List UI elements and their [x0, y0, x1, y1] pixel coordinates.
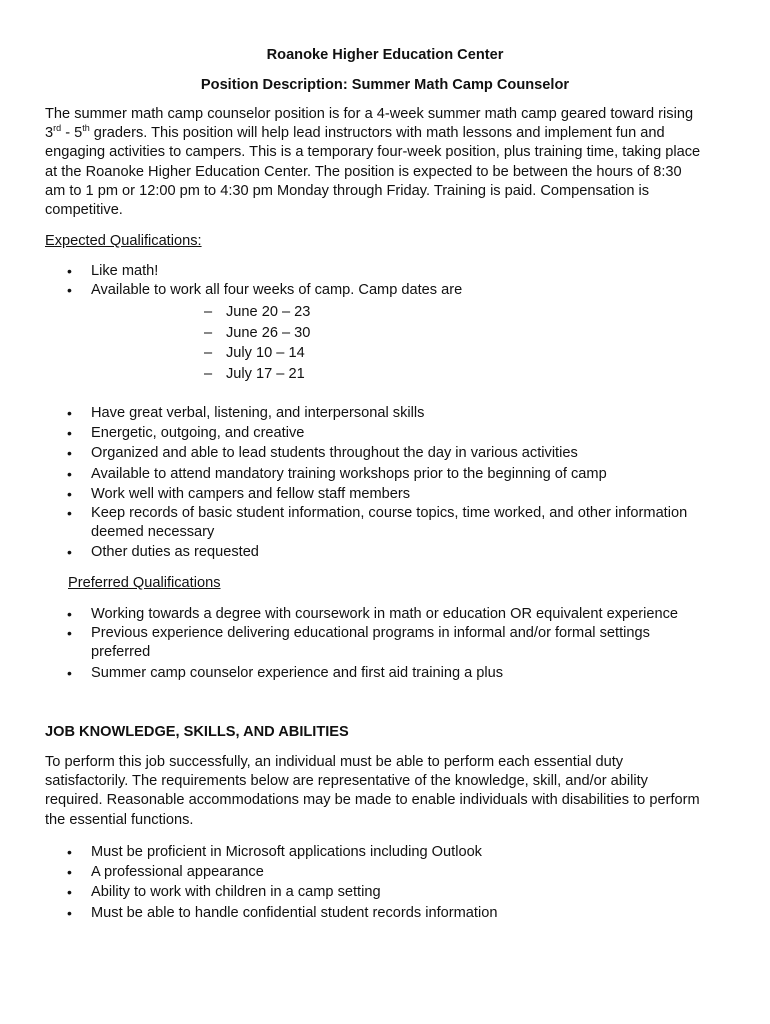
bullet-icon: • [67, 606, 72, 622]
camp-dates-list [0, 302, 310, 384]
list-item-text: Like math! [91, 263, 159, 279]
intro-line: engaging activities to campers. This is a temporary four-week position, plus training time, taking place [45, 144, 701, 161]
list-item-text: Energetic, outgoing, and creative [91, 425, 305, 442]
camp-date-text: June 20 – 23 [226, 304, 311, 320]
list-item [0, 403, 770, 423]
dash-icon: – [204, 365, 213, 382]
bullet-icon: • [67, 544, 72, 561]
bullet-icon: • [67, 405, 72, 421]
list-item [0, 862, 770, 882]
list-item [0, 484, 770, 504]
superscript: rd [53, 123, 62, 134]
bullet-icon: • [67, 904, 72, 921]
org-title: Roanoke Higher Education Center [266, 47, 504, 63]
expected-qualifications-heading: Expected Qualifications: [45, 233, 202, 249]
job-knowledge-list [0, 842, 770, 923]
list-item-text: Ability to work with children in a camp setting [91, 884, 381, 901]
list-item-text: Must be able to handle confidential student records information [91, 904, 498, 921]
camp-date-text: July 17 – 21 [226, 365, 305, 382]
paragraph-line: To perform this job successfully, an individual must be able to perform each essential duty [45, 754, 624, 770]
camp-date-item [0, 343, 310, 364]
camp-date-item [0, 302, 310, 323]
list-item-text: Have great verbal, listening, and interpersonal skills [91, 405, 425, 421]
camp-date-text: June 26 – 30 [226, 324, 311, 341]
list-item-text: Working towards a degree with coursework in math or education OR equivalent experience [91, 606, 679, 622]
list-item [0, 624, 770, 662]
camp-date-item [0, 323, 310, 344]
list-item [0, 281, 770, 300]
dash-icon: – [204, 324, 213, 341]
dash-icon: – [204, 345, 213, 362]
list-item [0, 423, 770, 443]
intro-paragraph [45, 105, 735, 220]
list-item-text: preferred [91, 644, 151, 661]
list-item-text: Available to attend mandatory training workshops prior to the beginning of camp [91, 465, 607, 482]
list-item [0, 443, 770, 463]
intro-line: competitive. [45, 202, 123, 219]
intro-text: graders. This position will help lead instructors with math lessons and implement fun and [89, 125, 665, 142]
bullet-icon: • [67, 664, 72, 681]
list-item-text: Summer camp counselor experience and first aid training a plus [91, 664, 504, 681]
preferred-list [0, 604, 770, 683]
preferred-qualifications-heading: Preferred Qualifications [68, 575, 221, 591]
list-item [0, 882, 770, 902]
expected-list-a [0, 262, 770, 300]
intro-line: am to 1 pm or 12:00 pm to 4:30 pm Monday through Friday. Training is paid. Compensation is [45, 182, 650, 199]
list-item-text: Available to work all four weeks of camp. Camp dates are [91, 282, 463, 299]
list-item-text: Organized and able to lead students throughout the day in various activities [91, 445, 578, 462]
list-item-text: deemed necessary [91, 524, 215, 541]
list-item-text: Previous experience delivering educational programs in informal and/or formal settings [91, 625, 650, 642]
dash-icon: – [204, 304, 213, 320]
superscript: th [82, 123, 90, 134]
list-item-text: A professional appearance [91, 864, 264, 881]
expected-list-b [0, 403, 770, 563]
paragraph-line: required. Reasonable accommodations may be made to enable individuals with disabilities to perform [45, 792, 700, 809]
list-item [0, 604, 770, 624]
list-item-text: Keep records of basic student information, course topics, time worked, and other information [91, 505, 688, 522]
list-item [0, 542, 770, 562]
list-item [0, 504, 770, 542]
position-title: Position Description: Summer Math Camp Counselor [200, 77, 570, 93]
bullet-icon: • [67, 263, 72, 279]
list-item [0, 663, 770, 683]
camp-date-text: July 10 – 14 [226, 345, 305, 362]
bullet-icon: • [67, 844, 72, 860]
bullet-icon: • [67, 864, 72, 881]
bullet-icon: • [67, 505, 72, 522]
intro-line [45, 124, 735, 143]
bullet-icon: • [67, 445, 72, 462]
bullet-icon: • [67, 465, 72, 482]
bullet-icon: • [67, 485, 72, 502]
job-knowledge-heading: JOB KNOWLEDGE, SKILLS, AND ABILITIES [45, 724, 349, 740]
bullet-icon: • [67, 884, 72, 901]
job-knowledge-paragraph [45, 753, 735, 830]
list-item-text: Work well with campers and fellow staff members [91, 485, 411, 502]
intro-text: - 5 [61, 125, 83, 142]
paragraph-line: satisfactorily. The requirements below are representative of the knowledge, skill, and/or ability [45, 773, 648, 790]
paragraph-line: the essential functions. [45, 811, 194, 828]
intro-line: at the Roanoke Higher Education Center. The position is expected to be between the hours of 8:30 [45, 163, 682, 180]
bullet-icon: • [67, 282, 72, 299]
bullet-icon: • [67, 425, 72, 442]
list-item [0, 903, 770, 923]
intro-text: 3 [45, 125, 54, 142]
bullet-icon: • [67, 625, 72, 642]
intro-line: The summer math camp counselor position is for a 4-week summer math camp geared toward rising [45, 106, 694, 122]
list-item-text: Other duties as requested [91, 544, 259, 561]
list-item [0, 262, 770, 281]
camp-date-item [0, 364, 310, 385]
list-item-text: Must be proficient in Microsoft applications including Outlook [91, 844, 482, 860]
list-item [0, 464, 770, 484]
list-item [0, 842, 770, 862]
